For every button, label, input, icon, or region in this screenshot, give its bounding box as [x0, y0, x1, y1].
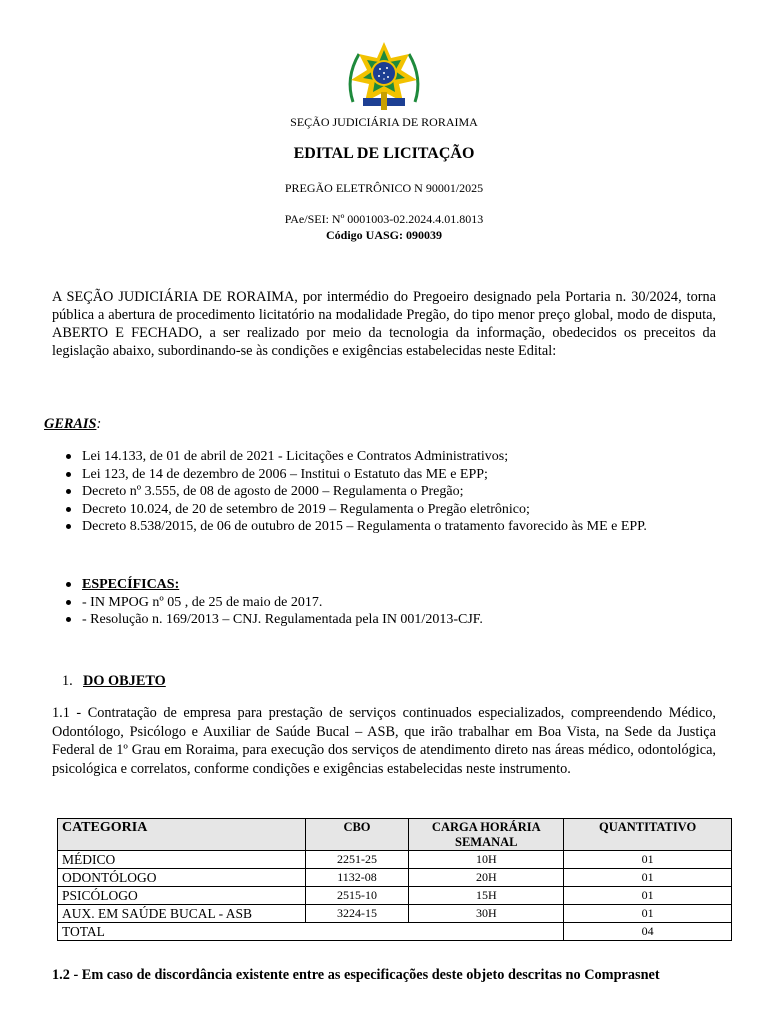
cell-carga: 20H: [409, 869, 564, 887]
cell-carga: 30H: [409, 905, 564, 923]
cell-quantitativo: 01: [564, 869, 732, 887]
header-quantitativo: QUANTITATIVO: [564, 819, 732, 851]
gerais-label: GERAIS: [44, 416, 97, 432]
cell-categoria: AUX. EM SAÚDE BUCAL - ASB: [58, 905, 306, 923]
table-total-row: [58, 923, 732, 941]
document-title: EDITAL DE LICITAÇÃO: [293, 145, 475, 162]
pregao-number: PREGÃO ELETRÔNICO N 90001/2025: [284, 181, 484, 195]
cell-cbo: 2515-10: [305, 887, 409, 905]
cell-categoria: PSICÓLOGO: [58, 887, 306, 905]
paragraph-1-2: 1.2 - Em caso de discordância existente entre as especificações deste objeto descritas no Comprasnet: [52, 967, 660, 983]
uasg-code: Código UASG: 090039: [325, 228, 442, 242]
organization-name: SEÇÃO JUDICIÁRIA DE RORAIMA: [290, 115, 478, 129]
header-cbo: CBO: [305, 819, 409, 851]
cell-cbo: 3224-15: [305, 905, 409, 923]
gerais-heading: [44, 416, 101, 433]
header-carga-horaria: CARGA HORÁRIA SEMANAL: [409, 819, 564, 851]
table-row: [58, 851, 732, 869]
table-row: [58, 869, 732, 887]
cell-cbo: 2251-25: [305, 851, 409, 869]
paragraph-1-1: 1.1 - Contratação de empresa para prestação de serviços continuados especializados, compreendendo Médico, Odontólogo, Psicólogo e Auxiliar de Saúde Bucal – ASB, que irão trabalhar em Boa Vista, na Sede da Justiça Federal de 1º Grau em Roraima, para execução dos serviços de atendimento direto nas áreas médico, odontológica, psicológica e correlatos, conforme condições e exigências estabelecidas neste instrumento.: [52, 705, 716, 777]
especificas-heading: [62, 576, 483, 594]
table-row: [58, 887, 732, 905]
brasao-coat-of-arms-icon: [343, 40, 425, 116]
section-1-heading: [62, 673, 166, 690]
cell-carga: 15H: [409, 887, 564, 905]
list-item: Decreto 8.538/2015, de 06 de outubro de 2015 – Regulamenta o tratamento favorecido às ME e EPP.: [62, 518, 647, 536]
pae-sei-number: PAe/SEI: Nº 0001003-02.2024.4.01.8013: [284, 212, 484, 226]
table-row: [58, 905, 732, 923]
list-item: Decreto 10.024, de 20 de setembro de 2019 – Regulamenta o Pregão eletrônico;: [62, 501, 647, 519]
header-categoria: CATEGORIA: [58, 819, 306, 851]
section-number: 1.: [62, 673, 73, 689]
cell-cbo: 1132-08: [305, 869, 409, 887]
cell-quantitativo: 01: [564, 887, 732, 905]
list-item: Decreto nº 3.555, de 08 de agosto de 2000 – Regulamenta o Pregão;: [62, 483, 647, 501]
gerais-list: [62, 448, 647, 536]
list-item: Lei 14.133, de 01 de abril de 2021 - Licitações e Contratos Administrativos;: [62, 448, 647, 466]
table-header-row: [58, 819, 732, 851]
cell-quantitativo: 01: [564, 851, 732, 869]
cell-categoria: MÉDICO: [58, 851, 306, 869]
cell-total-label: TOTAL: [58, 923, 564, 941]
categories-table: [57, 818, 732, 941]
cell-categoria: ODONTÓLOGO: [58, 869, 306, 887]
list-item: - IN MPOG nº 05 , de 25 de maio de 2017.: [62, 594, 483, 612]
intro-paragraph: A SEÇÃO JUDICIÁRIA DE RORAIMA, por intermédio do Pregoeiro designado pela Portaria n. 30/2024, torna pública a abertura de procedimento licitatório na modalidade Pregão, do tipo menor preço global, modo de disputa, ABERTO E FECHADO, a ser realizado por meio da tecnologia da informação, obedecidos os preceitos da legislação abaixo, subordinando-se às condições e exigências estabelecidas neste Edital:: [52, 289, 716, 359]
list-item: Lei 123, de 14 de dezembro de 2006 – Institui o Estatuto das ME e EPP;: [62, 466, 647, 484]
cell-carga: 10H: [409, 851, 564, 869]
gerais-colon: :: [96, 416, 102, 432]
cell-quantitativo: 01: [564, 905, 732, 923]
especificas-list: [62, 576, 483, 629]
cell-total-value: 04: [564, 923, 732, 941]
list-item: - Resolução n. 169/2013 – CNJ. Regulamentada pela IN 001/2013-CJF.: [62, 611, 483, 629]
section-title: DO OBJETO: [83, 673, 166, 689]
especificas-label: ESPECÍFICAS:: [82, 577, 180, 592]
